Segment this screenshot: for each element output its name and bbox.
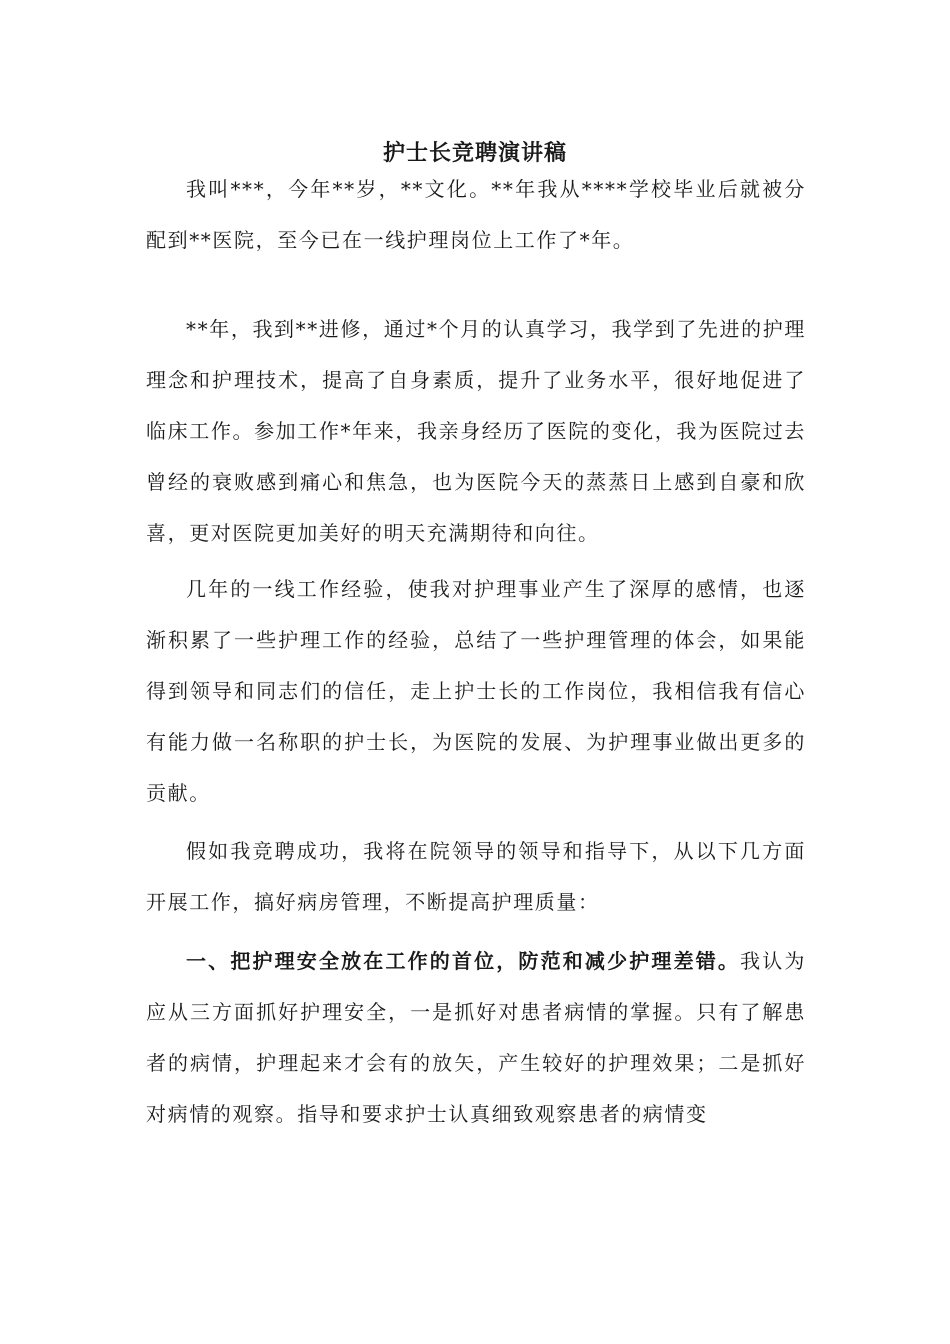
paragraph-safety-heading: 一、把护理安全放在工作的首位，防范和减少护理差错。 bbox=[186, 949, 741, 973]
paragraph-intro: 我叫***，今年**岁，**文化。**年我从****学校毕业后就被分配到**医院，至今已在一线护理岗位上工作了*年。 bbox=[146, 177, 806, 252]
paragraph-experience: 几年的一线工作经验，使我对护理事业产生了深厚的感情，也逐渐积累了一些护理工作的经验，总结了一些护理管理的体会，如果能得到领导和同志们的信任，走上护士长的工作岗位，我相信我有信心有能力做一名称职的护士长，为医院的发展、为护理事业做出更多的贡献。 bbox=[146, 577, 806, 805]
paragraph-safety bbox=[146, 936, 806, 1140]
document-title: 护士长竞聘演讲稿 bbox=[382, 140, 567, 166]
paragraph-training: **年，我到**进修，通过*个月的认真学习，我学到了先进的护理理念和护理技术，提高了自身素质，提升了业务水平，很好地促进了临床工作。参加工作*年来，我亲身经历了医院的变化，我为医院过去曾经的衰败感到痛心和焦急，也为医院今天的蒸蒸日上感到自豪和欣喜，更对医院更加美好的明天充满期待和向往。 bbox=[146, 317, 806, 545]
paragraph-safety-text: 我认为应从三方面抓好护理安全，一是抓好对患者病情的掌握。只有了解患者的病情，护理起来才会有的放矢，产生较好的护理效果；二是抓好对病情的观察。指导和要求护士认真细致观察患者的病情变 bbox=[146, 949, 806, 1126]
paragraph-plan: 假如我竞聘成功，我将在院领导的领导和指导下，从以下几方面开展工作，搞好病房管理，不断提高护理质量： bbox=[146, 839, 806, 914]
